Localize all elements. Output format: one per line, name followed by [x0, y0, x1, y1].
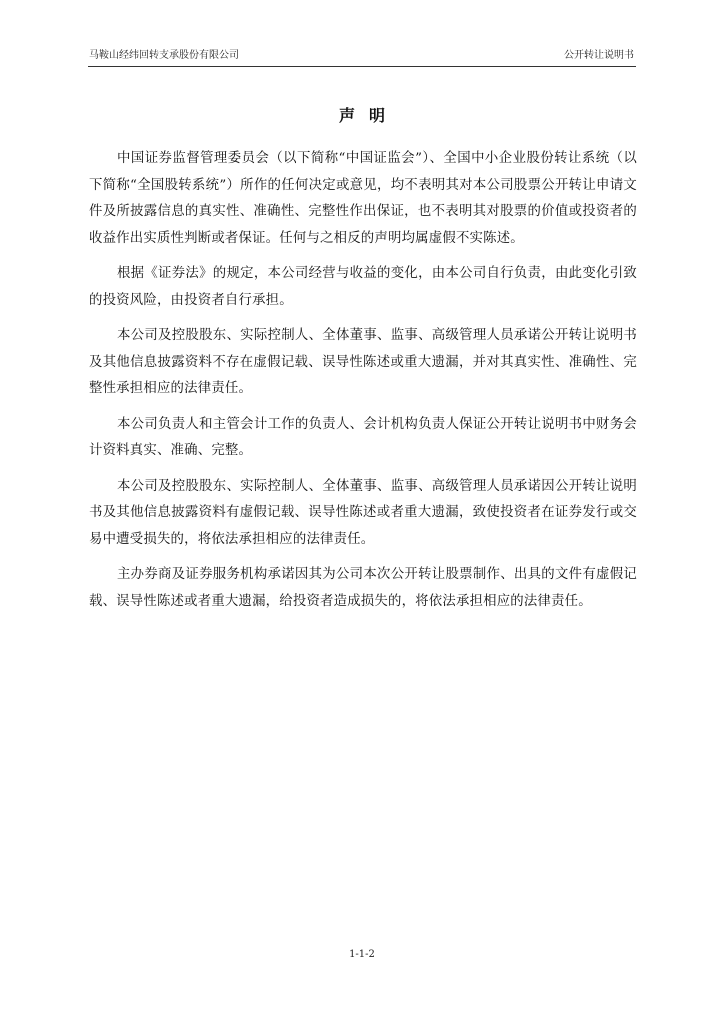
- paragraph-liability-commitment: 本公司及控股股东、实际控制人、全体董事、监事、高级管理人员承诺因公开转让说明书及其他信息披露资料有虚假记载、误导性陈述或者重大遗漏，致使投资者在证券发行或交易中遭受损失的，将依法承担相应的法律责任。: [89, 478, 637, 547]
- paragraph-securities-law: 根据《证券法》的规定，本公司经营与收益的变化，由本公司自行负责，由此变化引致的投资风险，由投资者自行承担。: [89, 266, 637, 308]
- header-company-name: 马鞍山经纬回转支承股份有限公司: [89, 50, 239, 61]
- statement-body: [89, 146, 637, 624]
- page-number: 1-1-2: [349, 949, 375, 960]
- paragraph-company-commitment: 本公司及控股股东、实际控制人、全体董事、监事、高级管理人员承诺公开转让说明书及其他信息披露资料不存在虚假记载、误导性陈述或重大遗漏，并对其真实性、准确性、完整性承担相应的法律责任。: [89, 328, 637, 396]
- paragraph-financial-guarantee: 本公司负责人和主管会计工作的负责人、会计机构负责人保证公开转让说明书中财务会计资料真实、准确、完整。: [89, 416, 637, 458]
- header-document-type: 公开转让说明书: [564, 50, 634, 61]
- page-title: 声明: [338, 106, 399, 125]
- page-header: [88, 50, 636, 67]
- paragraph-broker-commitment: 主办券商及证券服务机构承诺因其为公司本次公开转让股票制作、出具的文件有虚假记载、误导性陈述或者重大遗漏，给投资者造成损失的，将依法承担相应的法律责任。: [89, 567, 637, 609]
- paragraph-csrc-disclaimer: 中国证券监督管理委员会（以下简称“中国证监会”）、全国中小企业股份转让系统（以下简称“全国股转系统”）所作的任何决定或意见，均不表明其对本公司股票公开转让申请文件及所披露信息的真实性、准确性、完整性作出保证，也不表明其对股票的价值或投资者的收益作出实质性判断或者保证。任何与之相反的声明均属虚假不实陈述。: [89, 151, 637, 246]
